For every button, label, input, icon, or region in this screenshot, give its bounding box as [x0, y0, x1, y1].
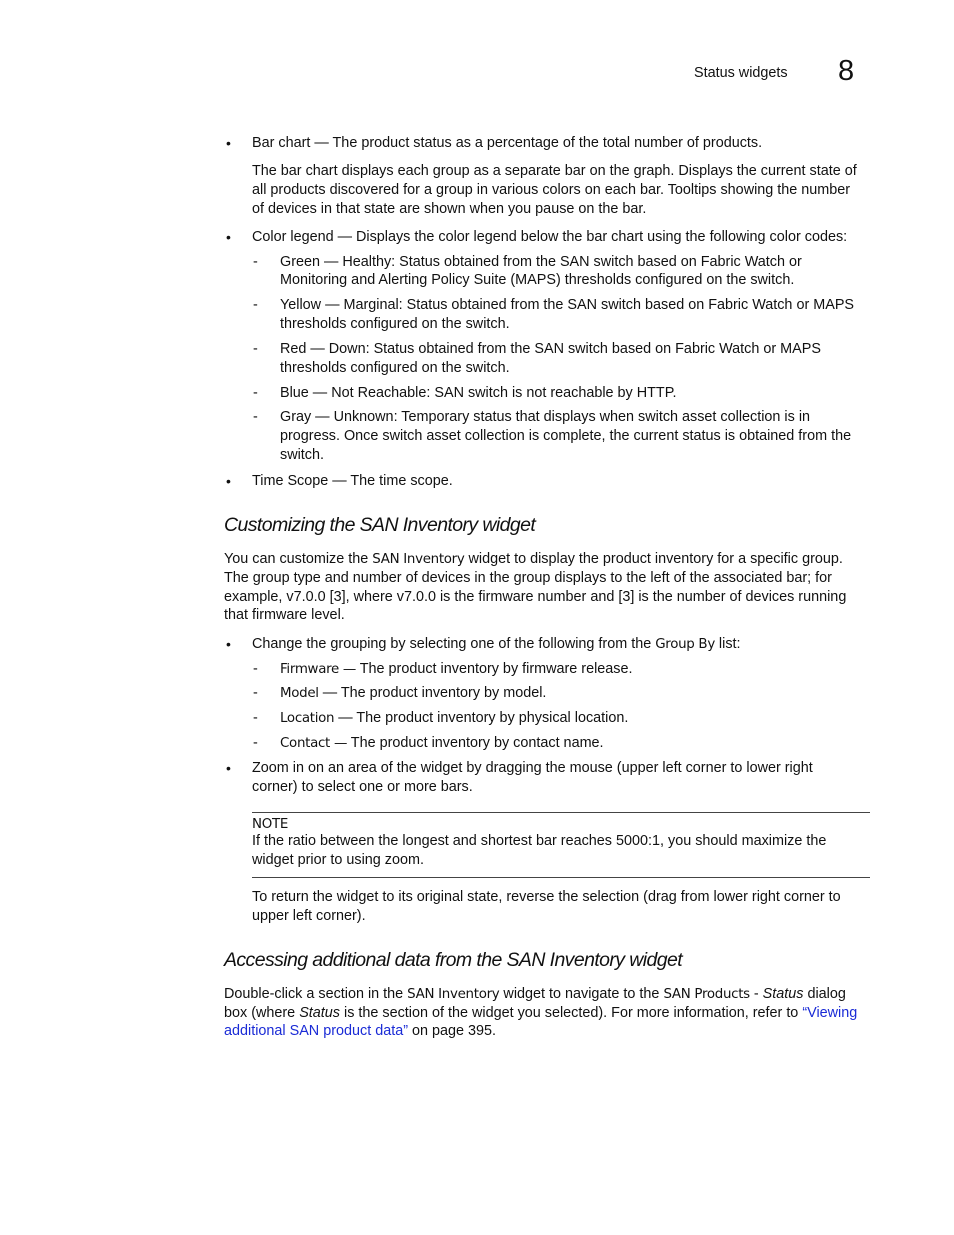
legend-red-line1: Red — Down: Status obtained from the SAN switch based on Fabric Watch or MAPS [280, 341, 821, 357]
zoom-line1: Zoom in on an area of the widget by dragging the mouse (upper left corner to lower right [252, 760, 813, 776]
bar-chart-desc-line3: of devices in that state are shown when you pause on the bar. [252, 201, 647, 217]
text-run: The product inventory by firmware release. [356, 661, 633, 677]
ui-term-model: Model [280, 686, 319, 701]
bar-chart-desc-line2: all products discovered for a group in various colors on each bar. Tooltips showing the number [252, 182, 851, 198]
color-legend-intro: Color legend — Displays the color legend below the bar chart using the following color codes: [252, 229, 848, 245]
text-run: - [749, 986, 763, 1002]
customizing-para-line2: The group type and number of devices in the group displays to the left of the associated bar; for [224, 570, 832, 586]
cross-ref-link-part2[interactable]: additional SAN product data” [224, 1023, 408, 1039]
grouping-item [252, 635, 872, 654]
note-label: NOTE [252, 817, 288, 832]
text-run: You can customize the [224, 551, 373, 567]
text-run: widget to display the product inventory for a specific group. [464, 551, 843, 567]
section-heading-accessing: Accessing additional data from the SAN Inventory widget [224, 949, 683, 971]
dash-icon: - [253, 710, 258, 726]
bullet-icon: • [226, 473, 231, 489]
text-run: is the section of the widget you selected). For more information, refer to [340, 1005, 803, 1021]
note-line2: widget prior to using zoom. [252, 852, 424, 868]
text-run: Double-click a section in the [224, 986, 408, 1002]
accessing-para-line1 [224, 985, 870, 1004]
bullet-icon: • [226, 760, 231, 776]
dash-icon: - [253, 297, 258, 313]
accessing-para-line2 [224, 1004, 874, 1023]
ui-term-san-products: SAN Products [663, 987, 750, 1002]
bullet-icon: • [226, 636, 231, 652]
bar-chart-item [252, 134, 872, 153]
bar-chart-desc-line1: The bar chart displays each group as a separate bar on the graph. Displays the current state of [252, 163, 857, 179]
ui-term-san-inventory: SAN Inventory [407, 987, 500, 1002]
ui-term-group-by: Group By [655, 637, 715, 652]
dash-icon: - [253, 254, 258, 270]
text-run: Change the grouping by selecting one of the following from the [252, 636, 656, 652]
dash-icon: - [253, 409, 258, 425]
bar-chart-definition: — The product status as a percentage of the total number of products. [314, 135, 763, 151]
legend-gray-line3: switch. [280, 447, 324, 463]
legend-yellow-line2: thresholds configured on the switch. [280, 316, 510, 332]
running-header-title: Status widgets [694, 65, 788, 81]
legend-blue-line1: Blue — Not Reachable: SAN switch is not reachable by HTTP. [280, 385, 677, 401]
text-run: box (where [224, 1005, 300, 1021]
note-bottom-rule [252, 877, 870, 878]
return-line1: To return the widget to its original state, reverse the selection (drag from lower right corner to [252, 889, 841, 905]
option-firmware [280, 660, 870, 679]
legend-gray-line2: progress. Once switch asset collection is complete, the current status is obtained from the [280, 428, 852, 444]
bar-chart-term: Bar chart [252, 135, 311, 151]
legend-red-line2: thresholds configured on the switch. [280, 360, 510, 376]
customizing-para-line1 [224, 550, 870, 569]
text-run: list: [714, 636, 741, 652]
dash-icon: - [253, 685, 258, 701]
dash-icon: - [253, 735, 258, 751]
ui-term-location: Location [280, 711, 335, 726]
legend-green-line1: Green — Healthy: Status obtained from the SAN switch based on Fabric Watch or [280, 254, 802, 270]
text-run: on page 395. [408, 1023, 497, 1039]
text-run: dialog [803, 986, 846, 1002]
text-run: widget to navigate to the [499, 986, 664, 1002]
customizing-para-line3: example, v7.0.0 [3], where v7.0.0 is the firmware number and [3] is the number of devices running [224, 589, 847, 605]
dash-icon: - [253, 661, 258, 677]
cross-ref-link-part1[interactable]: “Viewing [802, 1005, 858, 1021]
option-contact [280, 734, 870, 753]
note-line1: If the ratio between the longest and shortest bar reaches 5000:1, you should maximize the [252, 833, 827, 849]
status-emphasis: Status [299, 1005, 340, 1021]
bullet-icon: • [226, 135, 231, 151]
text-run: — The product inventory by physical location. [334, 710, 629, 726]
status-emphasis: Status [762, 986, 804, 1002]
legend-yellow-line1: Yellow — Marginal: Status obtained from the SAN switch based on Fabric Watch or MAPS [280, 297, 855, 313]
option-location [280, 709, 870, 728]
ui-term-contact: Contact — [280, 736, 348, 751]
text-run: — The product inventory by model. [318, 685, 547, 701]
return-line2: upper left corner). [252, 908, 366, 924]
dash-icon: - [253, 341, 258, 357]
note-top-rule [252, 812, 870, 813]
zoom-line2: corner) to select one or more bars. [252, 779, 473, 795]
chapter-number: 8 [838, 55, 855, 87]
dash-icon: - [253, 385, 258, 401]
legend-gray-line1: Gray — Unknown: Temporary status that displays when switch asset collection is in [280, 409, 811, 425]
legend-green-line2: Monitoring and Alerting Policy Suite (MAPS) thresholds configured on the switch. [280, 272, 795, 288]
accessing-para-line3 [224, 1022, 870, 1041]
customizing-para-line4: that firmware level. [224, 607, 345, 623]
time-scope-item: Time Scope — The time scope. [252, 473, 453, 489]
text-run: The product inventory by contact name. [347, 735, 604, 751]
ui-term-san-inventory: SAN Inventory [372, 552, 465, 567]
option-model [280, 684, 870, 703]
bullet-icon: • [226, 229, 231, 245]
section-heading-customizing: Customizing the SAN Inventory widget [224, 514, 536, 536]
ui-term-firmware: Firmware — [280, 662, 357, 677]
